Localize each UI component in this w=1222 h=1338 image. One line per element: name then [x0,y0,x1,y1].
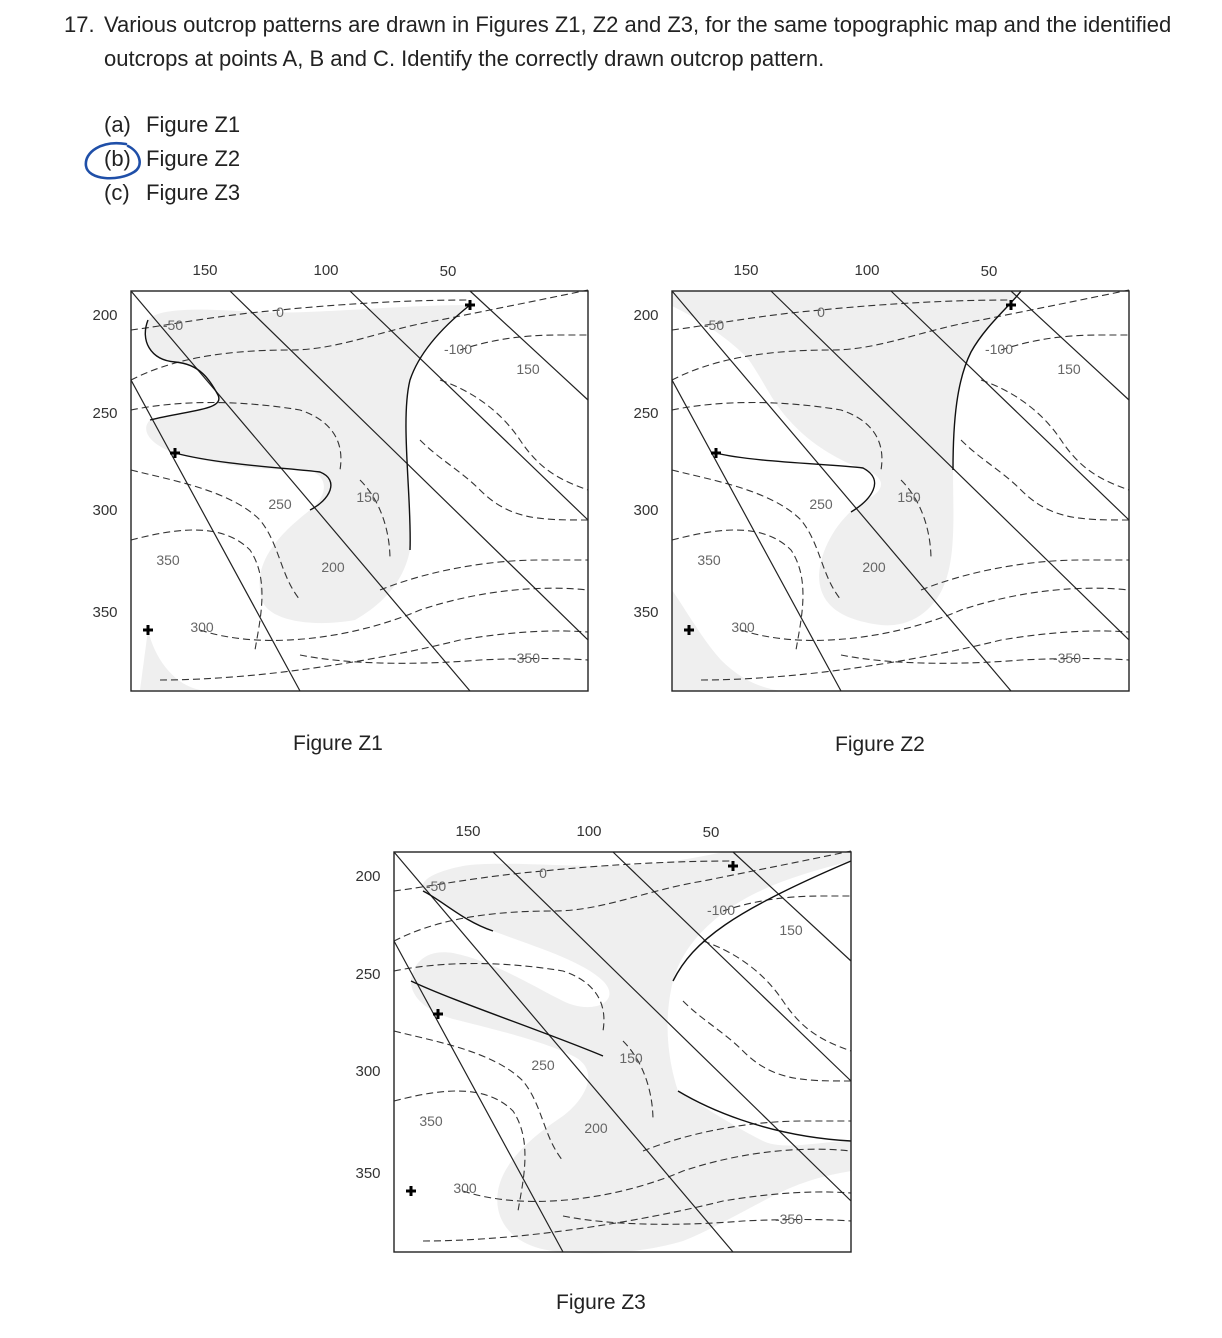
z1-contour-12 [300,655,588,663]
z3-left-label: 300 [355,1063,381,1080]
figure-z3-map [347,819,867,1259]
z2-contour-10 [1001,335,1129,350]
z2-contour-9 [981,380,1129,490]
z1-contour-label: -350 [511,650,541,666]
z3-left-label: 200 [355,868,381,885]
z3-left-label: 350 [355,1165,381,1182]
z1-left-label: 200 [92,307,118,324]
z2-strike-line-4 [1011,291,1129,400]
z1-contour-9 [440,380,588,490]
answer-options [104,108,240,210]
z2-contour-label: 250 [809,496,833,512]
z3-contour-label: 0 [539,865,547,881]
figure-z1-caption: Figure Z1 [293,732,383,755]
z1-contour-11 [380,560,588,590]
option-a[interactable]: (a) Figure Z1 [104,112,241,137]
z2-contour-12 [841,655,1129,663]
z2-left-label: 300 [633,502,659,519]
z1-contour-label: 150 [516,361,540,377]
z3-contour-label: -100 [706,902,736,918]
z2-contour-label: -50 [703,317,725,333]
z3-contour-label: 350 [419,1113,443,1129]
z2-outcrop-area [672,291,1021,691]
z1-contour-label: -100 [443,341,473,357]
z2-contour-label: -350 [1052,650,1082,666]
z3-contour-label: 300 [453,1180,477,1196]
z2-top-label: 50 [980,263,998,280]
z1-top-label: 150 [192,262,218,279]
z3-contour-label: -50 [425,878,447,894]
z1-top-label: 100 [313,262,339,279]
z1-contour-10 [460,335,588,350]
z3-top-label: 50 [702,824,720,841]
z3-contour-9 [703,941,851,1051]
z1-contour-label: 0 [276,304,284,320]
z1-left-label: 250 [92,405,118,422]
z1-left-label: 300 [92,502,118,519]
z2-contour-label: 350 [697,552,721,568]
z3-top-label: 150 [455,823,481,840]
option-c[interactable]: (c) Figure Z3 [104,180,241,205]
z1-contour-label: 150 [356,489,380,505]
z1-contour-label: 350 [156,552,180,568]
z2-top-label: 100 [854,262,880,279]
question-number: 17. [64,12,95,37]
z3-left-label: 250 [355,966,381,983]
z2-outcrop-point-a [711,448,721,458]
z2-left-label: 200 [633,307,659,324]
z2-contour-label: 300 [731,619,755,635]
z2-contour-11 [921,560,1129,590]
z1-top-label: 50 [439,263,457,280]
z3-contour-label: -350 [774,1211,804,1227]
z3-contour-label: 200 [584,1120,608,1136]
z2-contour-label: 150 [897,489,921,505]
figure-z2-caption: Figure Z2 [835,733,925,756]
z3-outcrop-point-c [406,1186,416,1196]
z1-contour-label: -50 [162,317,184,333]
z3-contour-label: 150 [619,1050,643,1066]
figure-z2-map [625,258,1145,698]
z2-contour-label: 200 [862,559,886,575]
z2-left-label: 250 [633,405,659,422]
z3-top-label: 100 [576,823,602,840]
z2-top-label: 150 [733,262,759,279]
figure-z3-caption: Figure Z3 [556,1291,646,1314]
z3-contour-label: 250 [531,1057,555,1073]
option-b[interactable]: (b) Figure Z2 [104,146,241,171]
z1-contour-label: 250 [268,496,292,512]
z2-contour-label: 0 [817,304,825,320]
z2-contour-label: 150 [1057,361,1081,377]
z1-contour-label: 300 [190,619,214,635]
figure-z1-map [84,258,604,698]
z1-outcrop-point-c [143,625,153,635]
z3-contour-label: 150 [779,922,803,938]
z1-strike-line-4 [470,291,588,400]
z1-contour-label: 200 [321,559,345,575]
z2-contour-label: -100 [984,341,1014,357]
z1-left-label: 350 [92,604,118,621]
question-text: Various outcrop patterns are drawn in Figures Z1, Z2 and Z3, for the same topographic map and the identified outcrops at points A, B and C. Identify the correctly drawn outcrop pattern. [104,12,1172,71]
z2-left-label: 350 [633,604,659,621]
question-block [64,8,1174,71]
